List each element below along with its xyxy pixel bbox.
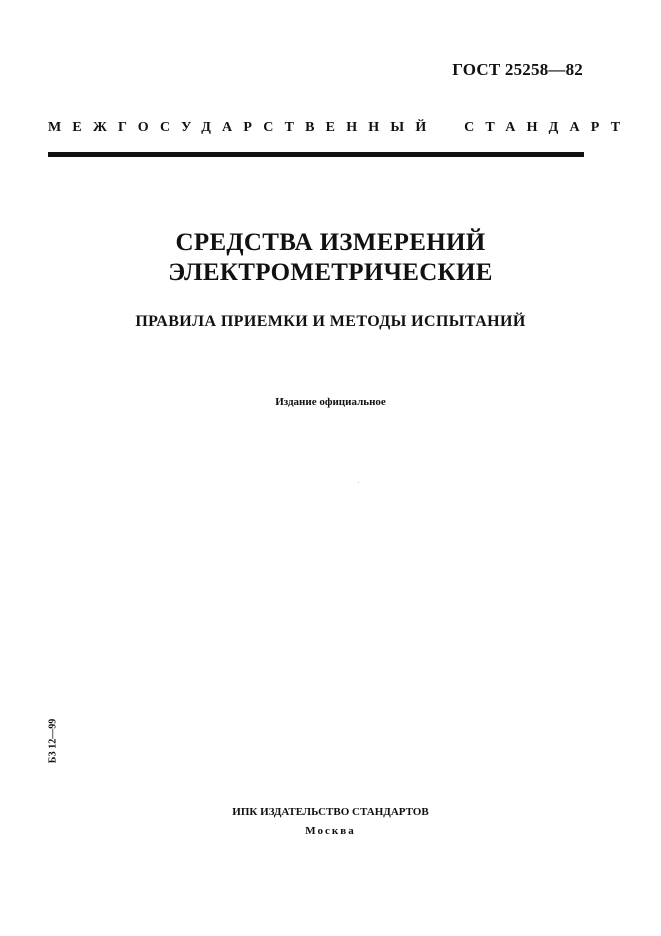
print-speck [358,482,359,483]
header-rule [48,152,584,157]
document-number: ГОСТ 25258—82 [452,60,583,79]
side-code-text: БЗ 12—99 [47,718,59,764]
standard-type-heading: МЕЖГОСУДАРСТВЕННЫЙ СТАНДАРТ [48,120,632,135]
title-line-1: СРЕДСТВА ИЗМЕРЕНИЙ [175,229,486,256]
edition-note: Издание официальное [275,396,386,408]
publisher-name: ИПК ИЗДАТЕЛЬСТВО СТАНДАРТОВ [232,806,429,818]
title-line-2: ЭЛЕКТРОМЕТРИЧЕСКИЕ [168,259,493,286]
document-subtitle: ПРАВИЛА ПРИЕМКИ И МЕТОДЫ ИСПЫТАНИЙ [135,313,526,330]
document-title [0,228,661,288]
publisher-city: Москва [305,825,356,837]
side-code [46,710,60,772]
